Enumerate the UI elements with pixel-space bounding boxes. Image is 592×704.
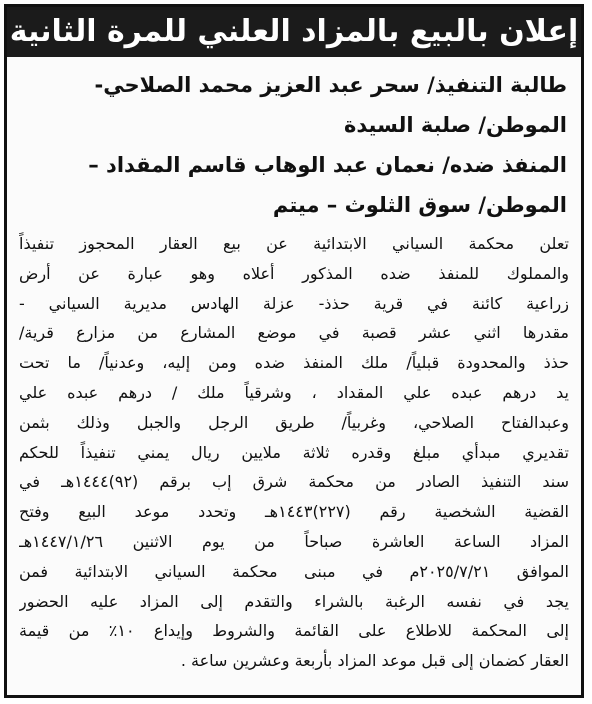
execution-requester-line: طالبة التنفيذ/ سحر عبد العزيز محمد الصلاحي- xyxy=(94,73,567,97)
body-line: إلى المحكمة للاطلاع على القائمة والشروط وإيداع ١٠٪ من قيمة xyxy=(19,621,569,641)
body-line: العقار كضمان إلى قبل موعد المزاد بأربعة وعشرين ساعة . xyxy=(180,651,569,671)
notice-body xyxy=(7,225,581,676)
body-line: تعلن محكمة السياني الابتدائية عن بيع العقار المحجوز تنفيذاً xyxy=(19,234,569,253)
body-line: حذذ والمحدودة قبلياً/ ملك المنفذ ضده ومن إليه، وعدنياً/ ما تحت xyxy=(19,353,569,373)
body-line: يد درهم عبده علي المقداد ، وشرقياً ملك / درهم عبده علي xyxy=(19,382,569,402)
parties-block xyxy=(7,57,581,225)
body-line: القضية الشخصية رقم (٢٢٧)١٤٤٣هـ وتحدد موعد البيع وفتح xyxy=(19,502,569,522)
auction-notice xyxy=(4,4,584,698)
body-line: سند التنفيذ الصادر من محكمة شرق إب برقم (٩٢)١٤٤٤هـ في xyxy=(19,472,569,492)
body-line: زراعية كائنة في قرية حذذ- عزلة الهادس مديرية السياني - xyxy=(19,293,569,313)
body-line: والمملوك للمنفذ ضده المذكور أعلاه وهو عبارة عن أرض xyxy=(19,263,569,283)
body-line: وعبدالفتاح الصلاحي، وغربياً/ طريق الرجل والجبل وذلك بثمن xyxy=(19,412,569,432)
body-line: يجد في نفسه الرغبة بالشراء والتقدم إلى المزاد عليه الحضور xyxy=(19,591,569,611)
executed-against-line: المنفذ ضده/ نعمان عبد الوهاب قاسم المقداد – xyxy=(88,153,567,177)
execution-requester-address-line: الموطن/ صلبة السيدة xyxy=(343,113,567,137)
body-line: تقديري مبدأي مبلغ وقدره ثلاثة ملايين ريال يمني تنفيذاً للحكم xyxy=(19,442,569,462)
body-line: الموافق ٢٠٢٥/٧/٢١م في مبنى محكمة السياني الابتدائية فمن xyxy=(19,561,569,581)
body-line: المزاد الساعة العاشرة صباحاً من يوم الاثنين ١٤٤٧/١/٢٦هـ xyxy=(19,531,569,551)
body-line: مقدرها اثني عشر قصبة في موضع المشارع من مزارع قرية/ xyxy=(19,323,569,343)
executed-against-address-line: الموطن/ سوق الثلوث – ميتم xyxy=(272,193,567,217)
notice-title: إعلان بالبيع بالمزاد العلني للمرة الثانية xyxy=(7,7,581,57)
